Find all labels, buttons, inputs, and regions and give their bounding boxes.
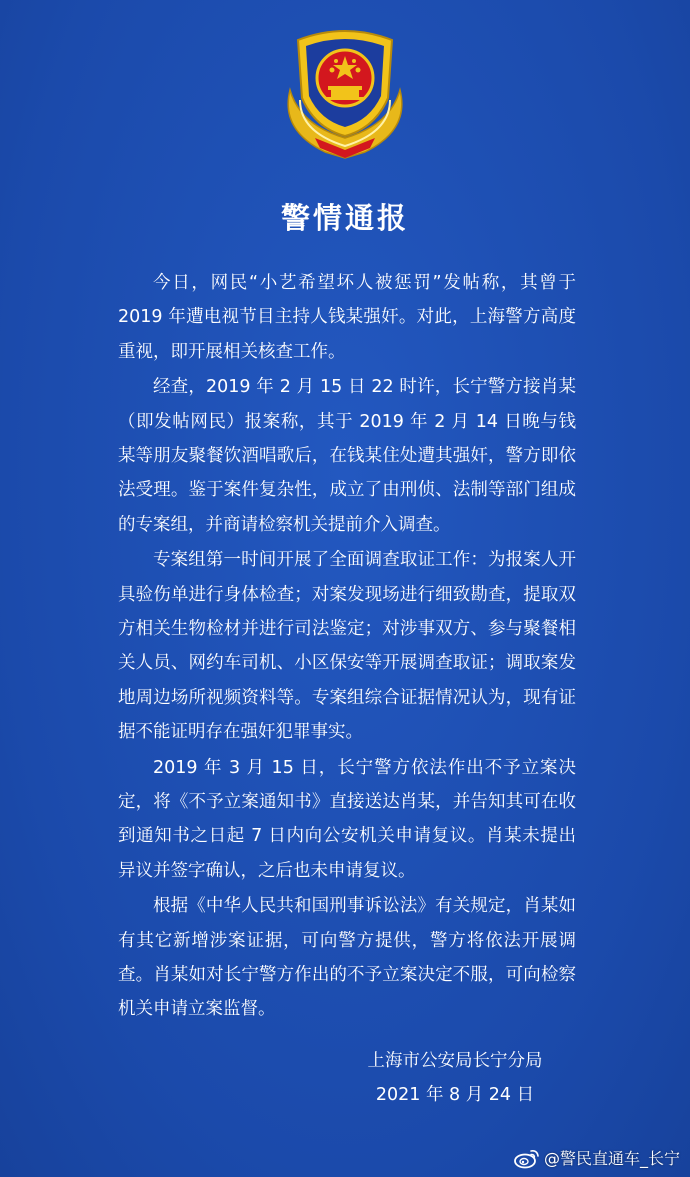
paragraph-5: 根据《中华人民共和国刑事诉讼法》有关规定，肖某如有其它新增涉案证据，可向警方提供，警方将依法开展调查。肖某如对长宁警方作出的不予立案决定不服，可向检察机关申请立案监督。 bbox=[118, 896, 576, 1020]
signature-date: 2021 年 8 月 24 日 bbox=[375, 1085, 535, 1105]
notice-body bbox=[118, 266, 576, 1028]
paragraph-3: 专案组第一时间开展了全面调查取证工作：为报案人开具验伤单进行身体检查；对案发现场进行细致勘查，提取双方相关生物检材并进行司法鉴定；对涉事双方、参与聚餐相关人员、网约车司机、小区保安等开展调查取证；调取案发地周边场所视频资料等。专案组综合证据情况认为，现有证据不能证明存在强奸犯罪事实。 bbox=[118, 550, 576, 742]
paragraph-4: 2019 年 3 月 15 日，长宁警方依法作出不予立案决定，将《不予立案通知书》直接送达肖某，并告知其可在收到通知书之日起 7 日内向公安机关申请复议。肖某未提出异议并签字确认，之后也未申请复议。 bbox=[118, 757, 576, 881]
police-emblem bbox=[270, 20, 420, 162]
signature-org: 上海市公安局长宁分局 bbox=[367, 1051, 543, 1071]
signature-block bbox=[350, 1044, 560, 1112]
weibo-icon bbox=[514, 1147, 540, 1169]
watermark-text: @警民直通车_长宁 bbox=[543, 1149, 680, 1168]
paragraph-1: 今日，网民“小艺希望坏人被惩罚”发帖称，其曾于 2019 年遭电视节目主持人钱某强奸。对此，上海警方高度重视，即开展相关核查工作。 bbox=[118, 273, 576, 362]
page-title: 警情通报 bbox=[280, 201, 409, 235]
paragraph-2: 经查，2019 年 2 月 15 日 22 时许，长宁警方接肖某（即发帖网民）报案称，其于 2019 年 2 月 14 日晚与钱某等朋友聚餐饮酒唱歌后，在钱某住处遭其强奸，警方即依法受理。鉴于案件复杂性，成立了由刑侦、法制等部门组成的专案组，并商请检察机关提前介入调查。 bbox=[118, 377, 576, 535]
weibo-watermark bbox=[514, 1146, 680, 1169]
